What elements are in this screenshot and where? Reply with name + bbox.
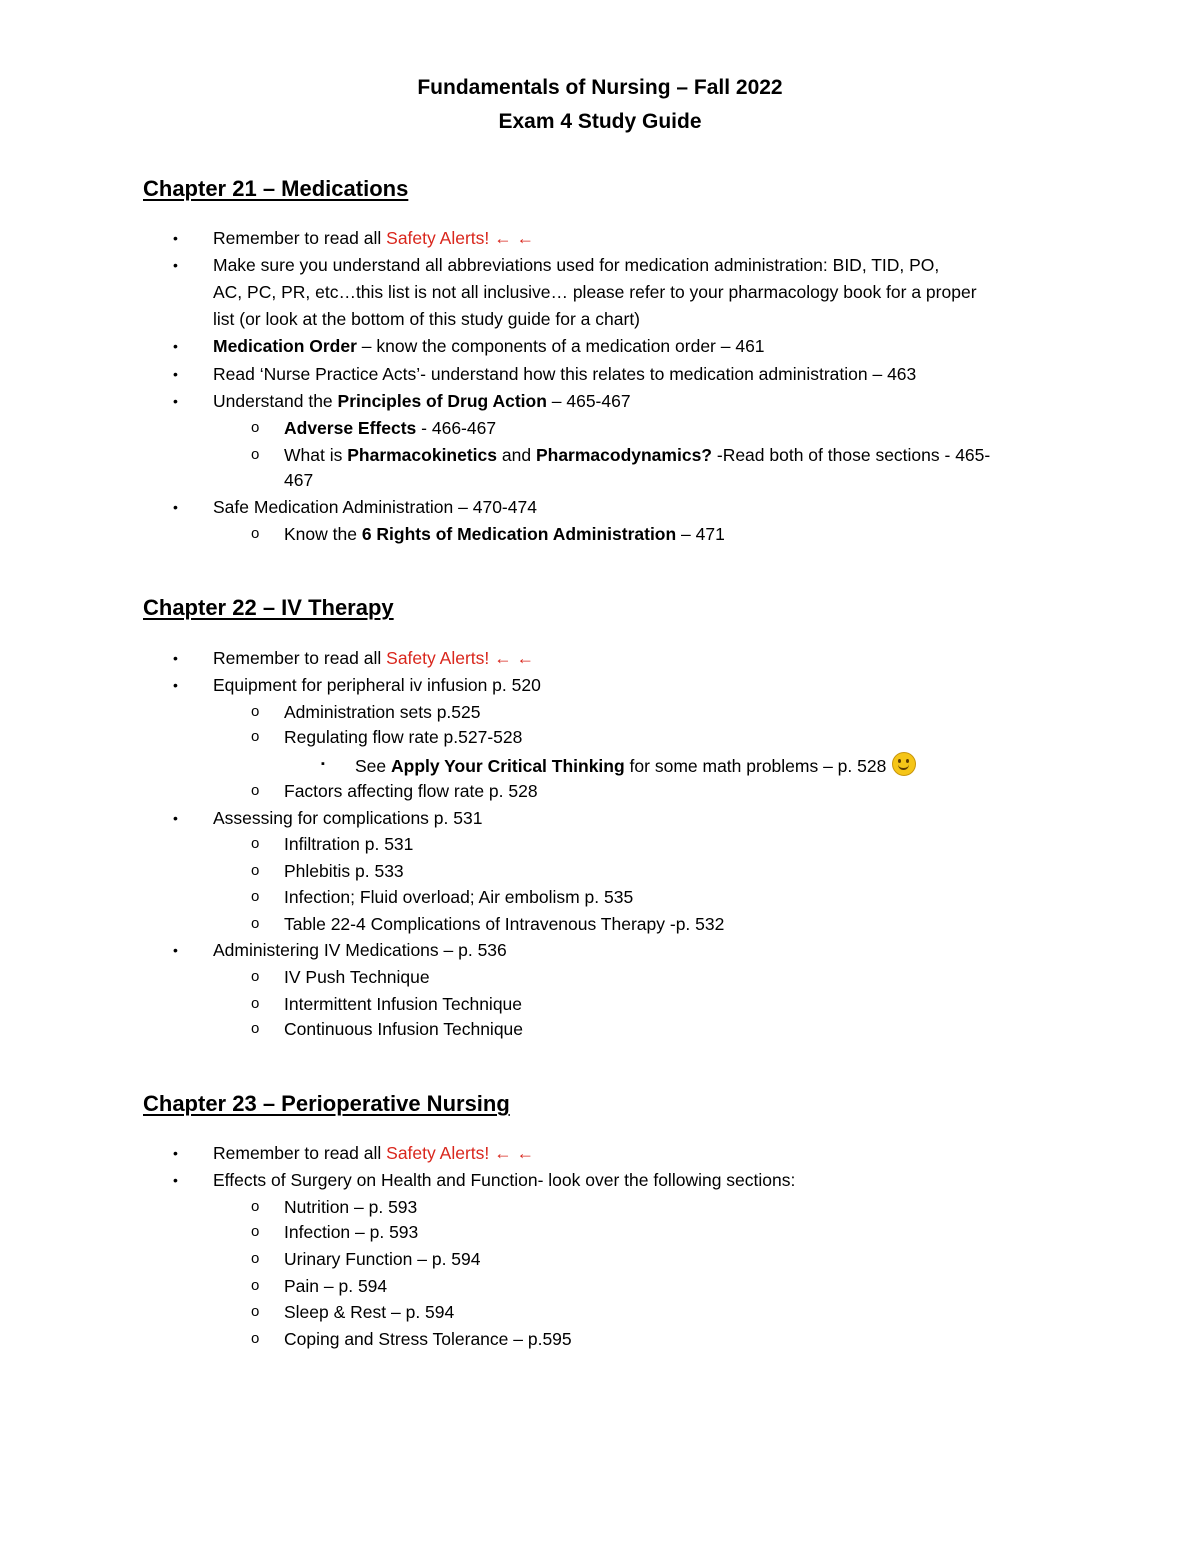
list-item: • Remember to read all Safety Alerts! ← ← — [173, 1143, 534, 1163]
list-item-continuation: list (or look at the bottom of this study guide for a chart) — [213, 309, 641, 329]
bullet-icon: • — [173, 393, 178, 409]
circle-bullet-icon: o — [251, 915, 260, 932]
list-subitem: o Table 22-4 Complications of Intravenous Therapy -p. 532 — [251, 914, 725, 934]
list-subitem: o Infiltration p. 531 — [251, 834, 414, 854]
list-item: • Equipment for peripheral iv infusion p. 520 — [173, 675, 541, 695]
list-subitem: o Know the 6 Rights of Medication Administration – 471 — [251, 524, 725, 544]
bullet-icon: • — [173, 942, 178, 958]
list-subitem: o Administration sets p.525 — [251, 702, 481, 722]
bullet-icon: • — [173, 499, 178, 515]
list-subsubitem: ▪ See Apply Your Critical Thinking for some math problems – p. 528 — [355, 752, 916, 778]
left-arrow-icon: ← ← — [489, 648, 534, 668]
smiley-face-icon — [892, 752, 916, 776]
circle-bullet-icon: o — [251, 446, 260, 463]
list-subitem: o IV Push Technique — [251, 967, 430, 987]
circle-bullet-icon: o — [251, 419, 260, 436]
left-arrow-icon: ← ← — [489, 228, 534, 248]
safety-alerts-text: Safety Alerts! — [386, 1143, 490, 1163]
bullet-icon: • — [173, 257, 178, 273]
list-subitem: o Phlebitis p. 533 — [251, 861, 404, 881]
list-item: • Read ‘Nurse Practice Acts’- understand how this relates to medication administration – 463 — [173, 364, 917, 384]
bullet-icon: • — [173, 810, 178, 826]
list-item: • Effects of Surgery on Health and Function- look over the following sections: — [173, 1170, 796, 1190]
list-subitem: o Coping and Stress Tolerance – p.595 — [251, 1329, 572, 1349]
list-item: • Safe Medication Administration – 470-474 — [173, 497, 537, 517]
circle-bullet-icon: o — [251, 1198, 260, 1215]
chapter-21-heading: Chapter 21 – Medications — [143, 176, 409, 201]
list-subitem: o Infection – p. 593 — [251, 1222, 419, 1242]
list-item: • Medication Order – know the components of a medication order – 461 — [173, 336, 765, 356]
safety-alerts-text: Safety Alerts! — [386, 228, 490, 248]
chapter-22-heading: Chapter 22 – IV Therapy — [143, 595, 394, 620]
circle-bullet-icon: o — [251, 1020, 260, 1037]
list-subitem: o Adverse Effects - 466-467 — [251, 418, 497, 438]
list-subitem-continuation: 467 — [284, 470, 314, 490]
circle-bullet-icon: o — [251, 1277, 260, 1294]
circle-bullet-icon: o — [251, 995, 260, 1012]
left-arrow-icon: ← ← — [489, 1143, 534, 1163]
list-subitem: o Infection; Fluid overload; Air embolism p. 535 — [251, 887, 634, 907]
circle-bullet-icon: o — [251, 1303, 260, 1320]
bullet-icon: • — [173, 338, 178, 354]
bullet-icon: • — [173, 366, 178, 382]
list-subitem: o Factors affecting flow rate p. 528 — [251, 781, 538, 801]
chapter-23-heading: Chapter 23 – Perioperative Nursing — [143, 1091, 510, 1116]
circle-bullet-icon: o — [251, 728, 260, 745]
bullet-icon: • — [173, 230, 178, 246]
circle-bullet-icon: o — [251, 1330, 260, 1347]
circle-bullet-icon: o — [251, 1223, 260, 1240]
circle-bullet-icon: o — [251, 835, 260, 852]
circle-bullet-icon: o — [251, 968, 260, 985]
list-item: • Make sure you understand all abbreviations used for medication administration: BID, TID, PO, — [173, 255, 940, 275]
document-title: Fundamentals of Nursing – Fall 2022 — [417, 76, 783, 99]
circle-bullet-icon: o — [251, 782, 260, 799]
list-subitem: o Continuous Infusion Technique — [251, 1019, 524, 1039]
list-item: • Administering IV Medications – p. 536 — [173, 940, 507, 960]
list-subitem: o Pain – p. 594 — [251, 1276, 388, 1296]
circle-bullet-icon: o — [251, 1250, 260, 1267]
list-subitem: o Intermittent Infusion Technique — [251, 994, 523, 1014]
bullet-icon: • — [173, 1172, 178, 1188]
list-subitem: o Regulating flow rate p.527-528 — [251, 727, 523, 747]
circle-bullet-icon: o — [251, 888, 260, 905]
square-bullet-icon: ▪ — [321, 758, 325, 770]
circle-bullet-icon: o — [251, 862, 260, 879]
bullet-icon: • — [173, 1145, 178, 1161]
list-item: • Understand the Principles of Drug Action – 465-467 — [173, 391, 631, 411]
list-subitem: o Nutrition – p. 593 — [251, 1197, 418, 1217]
circle-bullet-icon: o — [251, 703, 260, 720]
document-subtitle: Exam 4 Study Guide — [498, 110, 702, 133]
circle-bullet-icon: o — [251, 525, 260, 542]
list-subitem: o What is Pharmacokinetics and Pharmacodynamics? -Read both of those sections - 465- — [251, 445, 991, 465]
list-item: • Remember to read all Safety Alerts! ← ← — [173, 648, 534, 668]
list-item-continuation: AC, PC, PR, etc…this list is not all inclusive… please refer to your pharmacology book for a proper — [213, 282, 977, 302]
list-subitem: o Sleep & Rest – p. 594 — [251, 1302, 455, 1322]
bullet-icon: • — [173, 650, 178, 666]
list-subitem: o Urinary Function – p. 594 — [251, 1249, 481, 1269]
list-item: • Remember to read all Safety Alerts! ← ← — [173, 228, 534, 248]
safety-alerts-text: Safety Alerts! — [386, 648, 490, 668]
list-item: • Assessing for complications p. 531 — [173, 808, 483, 828]
bullet-icon: • — [173, 677, 178, 693]
